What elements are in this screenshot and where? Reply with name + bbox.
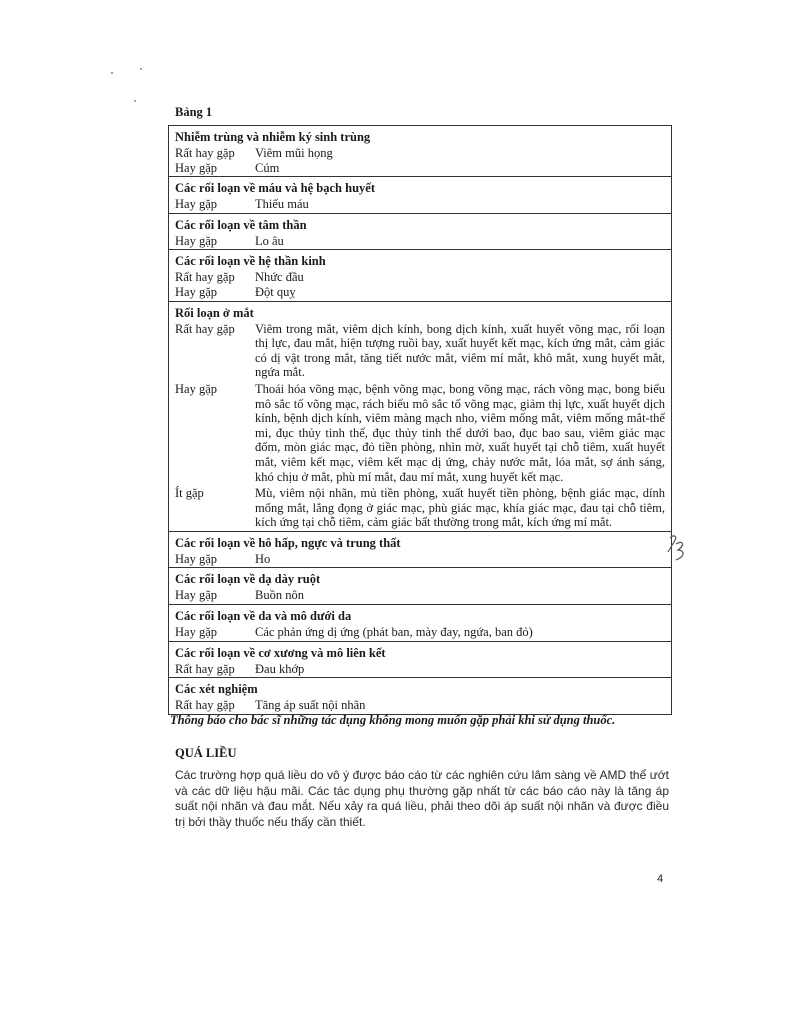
effect-description: Mù, viêm nội nhãn, mủ tiền phòng, xuất huyết tiền phòng, bệnh giác mạc, dính mống mắt, lắng đọng ở giác mạc, phù giác mạc, khía giác mạc, đau tại chỗ tiêm, kích ứng tại chỗ tiêm, cảm giác bất thường trong mắt, kích ứng mí mắt.	[255, 486, 665, 530]
effect-description: Viêm trong mắt, viêm dịch kính, bong dịch kính, xuất huyết võng mạc, rối loạn thị lực, đau mắt, hiện tượng ruồi bay, xuất huyết kết mạc, kích ứng mắt, cảm giác có dị vật trong mắt, tăng tiết nước mắt, viêm mí mắt, khô mắt, xung huyết mắt, ngứa mắt.	[255, 321, 665, 380]
page-number: 4	[657, 873, 664, 885]
frequency-label: Hay gặp	[175, 551, 217, 566]
effect-description: Buồn nôn	[255, 588, 304, 603]
section-title: Các rối loạn về tâm thần	[175, 217, 307, 232]
adverse-effects-table	[168, 125, 672, 715]
table-row	[175, 625, 665, 640]
table-row	[175, 322, 665, 380]
scan-speck	[140, 68, 142, 70]
section-title: Các rối loạn về hô hấp, ngực và trung thất	[175, 535, 401, 550]
effect-description: Thiếu máu	[255, 197, 309, 212]
table-row	[175, 197, 665, 212]
frequency-label: Hay gặp	[175, 625, 217, 640]
handwritten-mark	[664, 530, 694, 566]
overdose-heading: QUÁ LIỀU	[175, 746, 237, 760]
table-row	[175, 382, 665, 484]
effect-description: Ho	[255, 551, 271, 566]
frequency-label: Rất hay gặp	[175, 146, 235, 160]
effect-description: Viêm mũi họng	[255, 146, 333, 160]
section-title: Các rối loạn về cơ xương và mô liên kết	[175, 645, 386, 660]
table-section	[169, 302, 671, 532]
effect-description: Thoái hóa võng mạc, bệnh võng mạc, bong võng mạc, rách võng mạc, bong biểu mô sắc tố võng mạc, rách biểu mô sắc tố võng mạc, giảm thị lực, xuất huyết dịch kính, bệnh dịch kính, viêm màng mạch nho, viêm mống mắt, viêm mống mắt-thể mi, đục thủy tinh thể, đục thủy tinh thể dưới bao, đục bao sau, viêm giác mạc đốm, mòn giác mạc, đỏ tiền phòng, nhìn mờ, xuất huyết tại chỗ tiêm, xuất huyết mắt, viêm kết mạc, viêm kết mạc dị ứng, chảy nước mắt, lóa mắt, sợ ánh sáng, khó chịu ở mắt, phù mí mắt, đau mí mắt, xung huyết kết mạc.	[255, 381, 665, 484]
section-title: Các xét nghiệm	[175, 682, 258, 697]
table-section	[169, 678, 671, 715]
table-row	[175, 161, 665, 176]
section-title: Nhiễm trùng và nhiễm ký sinh trùng	[175, 130, 371, 144]
effect-description: Lo âu	[255, 233, 284, 248]
frequency-label: Hay gặp	[175, 233, 217, 248]
effect-description: Đột quỵ	[255, 284, 296, 299]
frequency-label: Hay gặp	[175, 197, 217, 212]
table-section	[169, 642, 671, 679]
effect-description: Tăng áp suất nội nhãn	[255, 698, 366, 713]
frequency-label: Hay gặp	[175, 284, 217, 299]
frequency-label: Rất hay gặp	[175, 661, 235, 676]
overdose-paragraph: Các trường hợp quá liều do vô ý được báo cáo từ các nghiên cứu lâm sàng về AMD thể ướt và các dữ liệu hậu mãi. Các tác dụng phụ thường gặp nhất từ các báo cáo này là tăng áp suất nội nhãn và đau mắt. Nếu xảy ra quá liều, phải theo dõi áp suất nội nhãn và được điều trị bởi thầy thuốc nếu thấy cần thiết.	[175, 768, 669, 829]
table-row	[175, 146, 665, 161]
scan-speck	[111, 72, 113, 74]
effect-description: Các phản ứng dị ứng (phát ban, mày đay, ngứa, ban đỏ)	[255, 625, 533, 640]
table-section	[169, 126, 671, 177]
scan-speck	[134, 100, 136, 102]
frequency-label: Rất hay gặp	[175, 321, 235, 336]
frequency-label: Ít gặp	[175, 486, 204, 501]
table-row	[175, 270, 665, 285]
section-title: Các rối loạn về máu và hệ bạch huyết	[175, 181, 375, 196]
table-section	[169, 568, 671, 605]
frequency-label: Hay gặp	[175, 588, 217, 603]
table-section	[169, 532, 671, 569]
table-section	[169, 177, 671, 214]
frequency-label: Hay gặp	[175, 381, 217, 396]
section-title: Các rối loạn về dạ dày ruột	[175, 572, 321, 587]
table-row	[175, 662, 665, 677]
frequency-label: Rất hay gặp	[175, 270, 235, 285]
frequency-label: Rất hay gặp	[175, 698, 235, 713]
table-row	[175, 486, 665, 530]
table-footnote: Thông báo cho bác sĩ những tác dụng không mong muốn gặp phải khi sử dụng thuốc.	[170, 713, 616, 727]
frequency-label: Hay gặp	[175, 160, 217, 175]
table-row	[175, 588, 665, 603]
section-title: Các rối loạn về hệ thần kinh	[175, 254, 326, 269]
table-row	[175, 552, 665, 567]
table-section	[169, 214, 671, 251]
table-row	[175, 234, 665, 249]
table-section	[169, 605, 671, 642]
table-section	[169, 250, 671, 301]
table-row	[175, 698, 665, 713]
effect-description: Cúm	[255, 160, 280, 175]
section-title: Rối loạn ở mắt	[175, 305, 254, 320]
effect-description: Nhức đầu	[255, 270, 304, 285]
table-caption: Bảng 1	[175, 105, 213, 119]
section-title: Các rối loạn về da và mô dưới da	[175, 609, 352, 624]
effect-description: Đau khớp	[255, 661, 305, 676]
table-row	[175, 285, 665, 300]
